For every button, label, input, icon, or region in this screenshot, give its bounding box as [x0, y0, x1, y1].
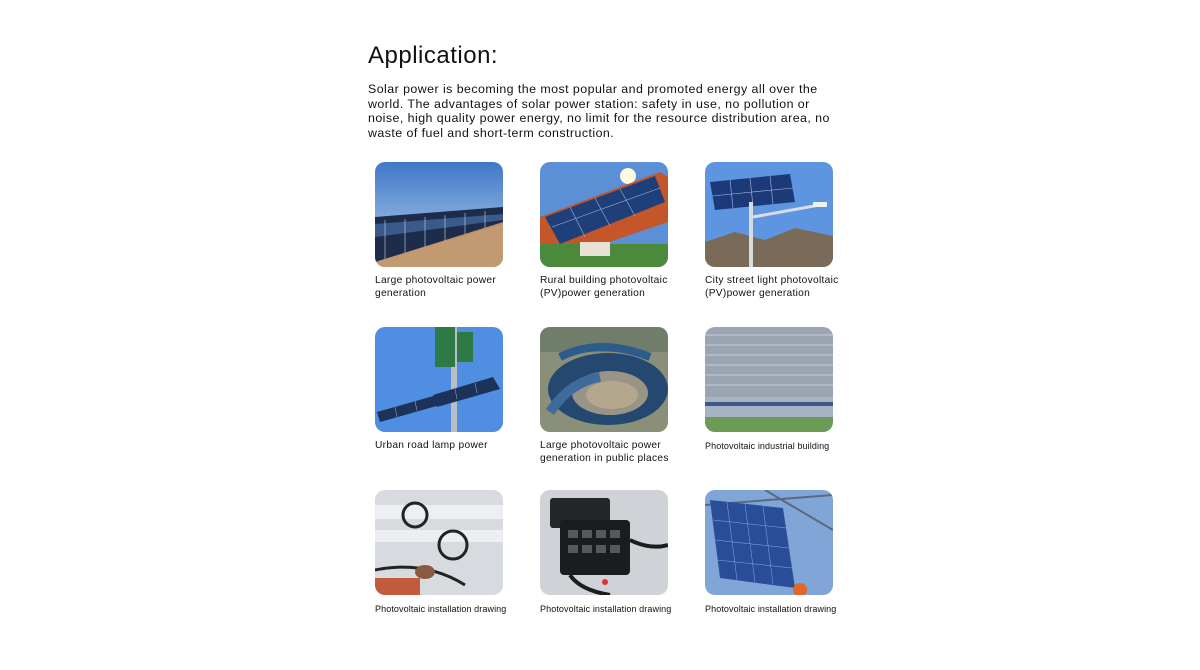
application-card-installation-1 [368, 490, 508, 616]
application-card-street-light [698, 162, 838, 300]
public-places-caption: Large photovoltaic power generation in public places [540, 440, 669, 464]
application-card-public-places [533, 327, 673, 465]
industrial-building-caption: Photovoltaic industrial building [705, 441, 830, 451]
page-title: Application: [368, 42, 499, 69]
street-light-photo [705, 162, 833, 267]
application-card-large-pv [368, 162, 508, 300]
installation-caption-3: Photovoltaic installation drawing [705, 604, 837, 614]
rural-building-photo [540, 162, 668, 267]
application-card-urban-road-lamp [368, 327, 508, 453]
rural-building-caption: Rural building photovoltaic (PV)power generation [540, 275, 668, 299]
installation-photo-2 [540, 490, 668, 595]
application-card-rural-building [533, 162, 673, 300]
large-pv-caption: Large photovoltaic power generation [375, 275, 497, 299]
industrial-building-photo [705, 327, 833, 432]
large-pv-photo [375, 162, 503, 267]
application-card-installation-2 [533, 490, 673, 616]
intro-paragraph: Solar power is becoming the most popular and promoted energy all over the world. The advantages of solar power station: safety in use, no pollution or noise, high quality power energy, no limit for the resource distribution area, no waste of fuel and short-term construction. [368, 82, 830, 140]
installation-photo-1 [375, 490, 503, 595]
application-card-installation-3 [698, 490, 838, 616]
urban-road-lamp-photo [375, 327, 503, 432]
installation-photo-3 [705, 490, 833, 595]
public-places-photo [540, 327, 668, 432]
urban-road-lamp-caption: Urban road lamp power [375, 440, 488, 451]
installation-caption-1: Photovoltaic installation drawing [375, 604, 507, 614]
street-light-caption: City street light photovoltaic (PV)power generation [705, 275, 839, 299]
application-card-industrial-building [698, 327, 838, 453]
installation-caption-2: Photovoltaic installation drawing [540, 604, 672, 614]
